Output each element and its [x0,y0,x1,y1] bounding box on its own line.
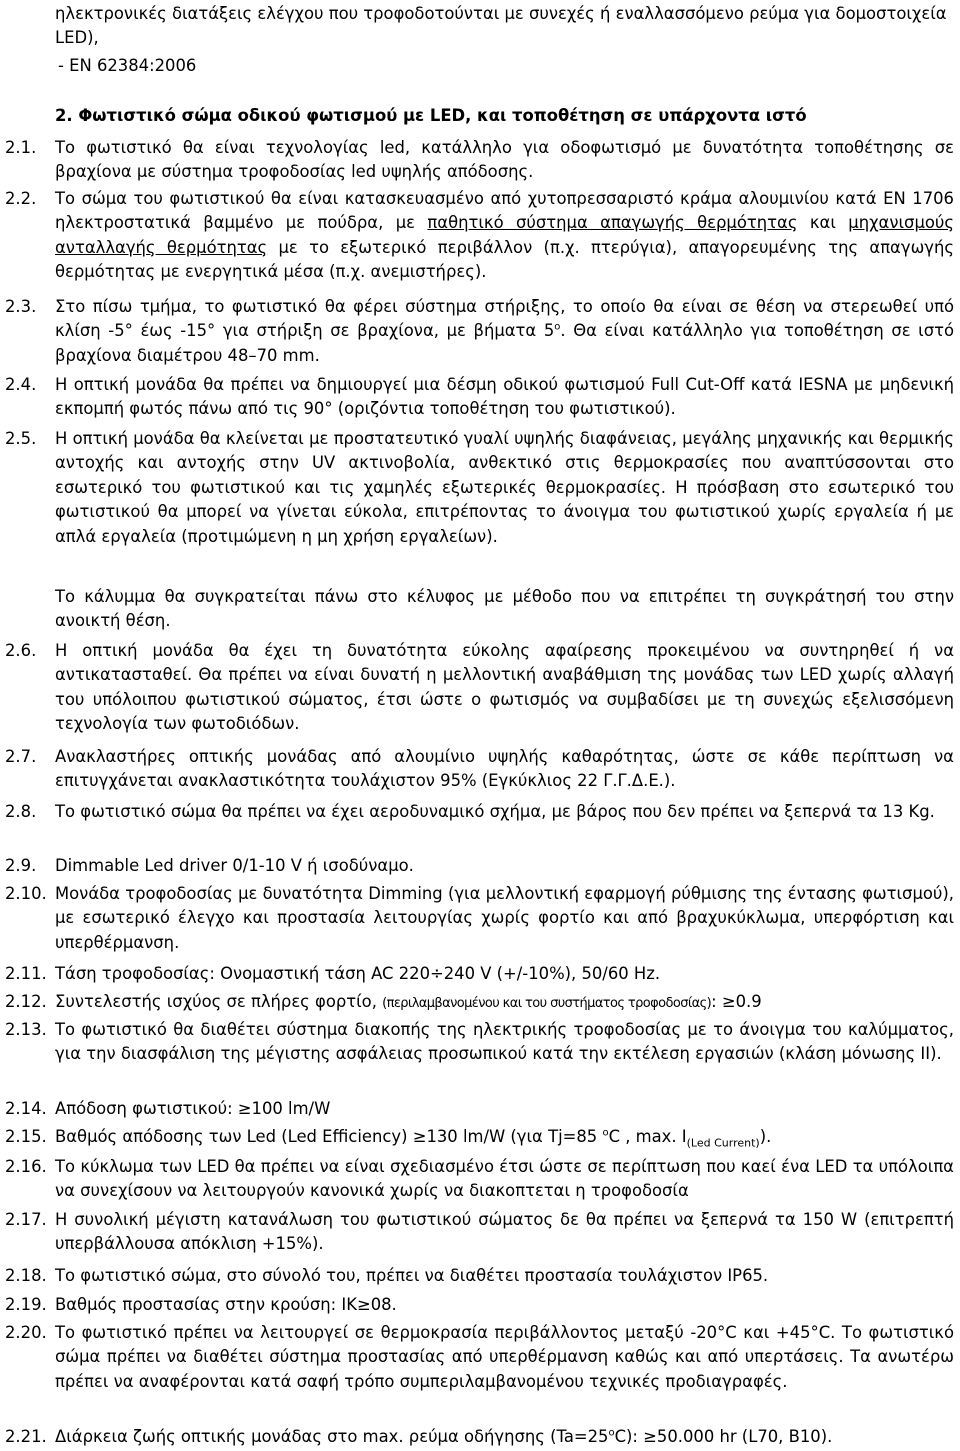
item-number: 2.19. [5,1295,47,1314]
item-text: Το κύκλωμα των LED θα πρέπει να είναι σχεδιασμένο έτσι ώστε σε περίπτωση που καεί ένα LED τα υπόλοιπα να συνεχίσουν να λειτουργούν κανονικά χωρίς να διακοπτεται η τροφοδοσία [55,1157,954,1201]
item-text: Το φωτιστικό πρέπει να λειτουργεί σε θερμοκρασία περιβάλλοντος μεταξύ -20°C και +45°C. Το φωτιστικό σώμα πρέπει να διαθέτει σύστημα προστασίας από υπερθέρμανση καθώς και από υπερτάσεις. Τα ανωτέρω πρέπει να αναφέρονται κατά σαφή τρόπο συμπεριλαμβανομένου τεχνικές προδιαγραφές. [55,1323,954,1391]
item-number: 2.15. [5,1127,47,1146]
item-number: 2.17. [5,1210,47,1229]
item-text: Η οπτική μονάδα θα πρέπει να δημιουργεί μια δέσμη οδικού φωτισμού Full Cut-Off κατά IESNA με μηδενική εκπομπή φωτός πάνω από τις 90° (οριζόντια τοποθέτηση του φωτιστικού). [55,375,954,419]
item-number: 2.16. [5,1157,47,1176]
item-text: Dimmable Led driver 0/1-10 V ή ισοδύναμο. [55,856,414,875]
item-text: Μονάδα τροφοδοσίας με δυνατότητα Dimming (για μελλοντική εφαρμογή ρύθμισης της έντασης φωτισμού), με εσωτερικό έλεγχο και προστασία λειτουργίας χωρίς φορτίο και από βραχυκύκλωμα, υπερφόρτιση και υπερθέρμανση. [55,884,954,952]
degree-superscript: o [602,1127,609,1139]
item-number: 2.14. [5,1099,47,1118]
item-number: 2.18. [5,1266,47,1285]
item-text: Ανακλαστήρες οπτικής μονάδας από αλουμίνιο υψηλής καθαρότητας, ώστε σε κάθε περίπτωση να επιτυγχάνεται ανακλαστικότητα τουλάχιστον 95% (Εγκύκλιος 22 Γ.Γ.Δ.Ε.). [55,747,954,791]
item-number: 2.21. [5,1427,47,1446]
item-number: 2.11. [5,964,47,983]
text-run: Στο πίσω τμήμα, το φωτιστικό θα φέρει σύστημα στήριξης, το οποίο θα είναι σε θέση να στερεωθεί υπό κλίση -5° έως -15° για στήριξη σε βραχίονα, με βήματα 5 [55,297,954,341]
item-text: Η οπτική μονάδα θα έχει τη δυνατότητα εύκολης αφαίρεσης προκειμένου να συντηρηθεί ή να αντικατασταθεί. Θα πρέπει να είναι δυνατή η μελλοντική αναβάθμιση της μονάδας των LED χωρίς αλλαγή του υπόλοιπου φωτιστικού σώματος, έτσι ώστε ο φωτισμός να συμβαδίσει με τη συνεχώς εξελισσόμενη τεχνολογία των φωτοδιόδων. [55,641,954,734]
text-run: με το εξωτερικό περιβάλλον (π.χ. πτερύγια), απαγορευμένης της απαγωγής θερμότητας με ενεργητικά μέσα (π.χ. ανεμιστήρες). [55,237,954,282]
text-run: Το σώμα του φωτιστικού θα είναι κατασκευασμένο από χυτοπρεσσαριστό κράμα αλουμινίου κατά EN 1706 ηλεκτροστατικά βαμμένο με πούδρα, με [55,189,954,233]
item-number: 2.6. [5,641,37,660]
item-text: Το κάλυμμα θα συγκρατείται πάνω στο κέλυφος με μέθοδο που να επιτρέπει τη συγκράτησή του στην ανοικτή θέση. [55,587,954,631]
item-number: 2.12. [5,992,47,1011]
item-number: 2.2. [5,189,37,208]
degree-superscript: ο [554,321,561,333]
item-number: 2.13. [5,1020,47,1039]
text-run: Διάρκεια ζωής οπτικής μονάδας στο max. ρεύμα οδήγησης (Ta=25 [55,1427,609,1446]
item-text: Τάση τροφοδοσίας: Ονομαστική τάση AC 220÷240 V (+/-10%), 50/60 Hz. [55,964,661,983]
text-run: C): ≥50.000 hr (L70, B10). [614,1427,833,1446]
item-number: 2.20. [5,1323,47,1342]
item-text [55,295,954,368]
current-subscript: (Led Current) [686,1136,760,1150]
text-run: ). [759,1127,772,1146]
text-run: . Θα είναι κατάλληλο για τοποθέτηση σε ιστό βραχίονα διαμέτρου 48–70 mm. [55,321,955,365]
text-run: Συντελεστής ισχύος σε πλήρες φορτίο, [55,992,383,1011]
item-number: 2.8. [5,802,37,821]
item-text: Το φωτιστικό σώμα θα πρέπει να έχει αεροδυναμικό σχήμα, με βάρος που δεν πρέπει να ξεπερνά τα 13 Kg. [55,802,935,821]
item-text: Το φωτιστικό θα είναι τεχνολογίας led, κατάλληλο για οδοφωτισμό με δυνατότητα τοποθέτησης σε βραχίονα με σύστημα τροφοδοσίας led υψηλής απόδοσης. [55,138,954,182]
condensed-note: (περιλαμβανομένου και του συστήματος τροφοδοσίας) [382,996,712,1011]
text-run: : ≥0.9 [711,992,762,1011]
item-text: Απόδοση φωτιστικού: ≥100 lm/W [55,1099,331,1118]
underlined-term: παθητικό σύστημα απαγωγής θερμότητας [427,213,798,233]
item-text: Το φωτιστικό θα διαθέτει σύστημα διακοπής της ηλεκτρικής τροφοδοσίας με το άνοιγμα του καλύμματος, για την διασφάλιση της μέγιστης ασφάλειας προσωπικού κατά την εκτέλεση εργασιών (κλάση μόνωσης ΙΙ). [55,1020,954,1064]
item-text: Η συνολική μέγιστη κατανάλωση του φωτιστικού σώματος δε θα πρέπει να ξεπερνά τα 150 W (επιτρεπτή υπερβάλλουσα απόκλιση +15%). [55,1210,954,1254]
item-text [55,1125,954,1149]
item-text: Βαθμός προστασίας στην κρούση: IK≥08. [55,1295,397,1314]
item-number: 2.5. [5,429,37,448]
text-run: Βαθμός απόδοσης των Led (Led Efficiency) ≥130 lm/W (για Tj=85 [55,1127,603,1146]
text-run: και [797,213,849,233]
item-text [55,1425,954,1449]
section-title: 2. Φωτιστικό σώμα οδικού φωτισμού με LED, και τοποθέτηση σε υπάρχοντα ιστό [55,106,807,125]
item-number: 2.10. [5,884,47,903]
item-text [55,187,954,285]
underlined-term: μηχανισμούς ανταλλαγής θερμότητας [55,213,955,257]
text-run: C , max. I [608,1127,687,1146]
item-text: Το φωτιστικό σώμα, στο σύνολό του, πρέπει να διαθέτει προστασία τουλάχιστον IP65. [55,1266,769,1285]
item-number: 2.4. [5,375,37,394]
item-number: 2.7. [5,747,37,766]
item-number: 2.9. [5,856,37,875]
item-text: Η οπτική μονάδα θα κλείνεται με προστατευτικό γυαλί υψηλής διαφάνειας, μεγάλης μηχανικής και θερμικής αντοχής και αντοχής στην UV ακτινοβολία, ανθεκτικό στις θερμοκρασίες που αναπτύσσονται στο εσωτερικό του φωτιστικού και τις χαμηλές εξωτερικές θερμοκρασίες. Η πρόσβαση στο εσωτερικό του φωτιστικού θα μπορεί να γίνεται εύκολα, επιτρέποντας το άνοιγμα του φωτιστικού χωρίς εργαλεία ή με απλά εργαλεία (προτιμώμενη η μη χρήση εργαλείων). [55,429,954,546]
item-text [55,990,954,1016]
intro-line: ηλεκτρονικές διατάξεις ελέγχου που τροφοδοτούνται με συνεχές ή εναλλασσόμενο ρεύμα για δομοστοιχεία LED), [55,4,947,48]
item-number: 2.1. [5,138,37,157]
degree-superscript: o [608,1427,615,1439]
item-number: 2.3. [5,297,37,316]
standard-ref-text: - EN 62384:2006 [58,56,197,75]
